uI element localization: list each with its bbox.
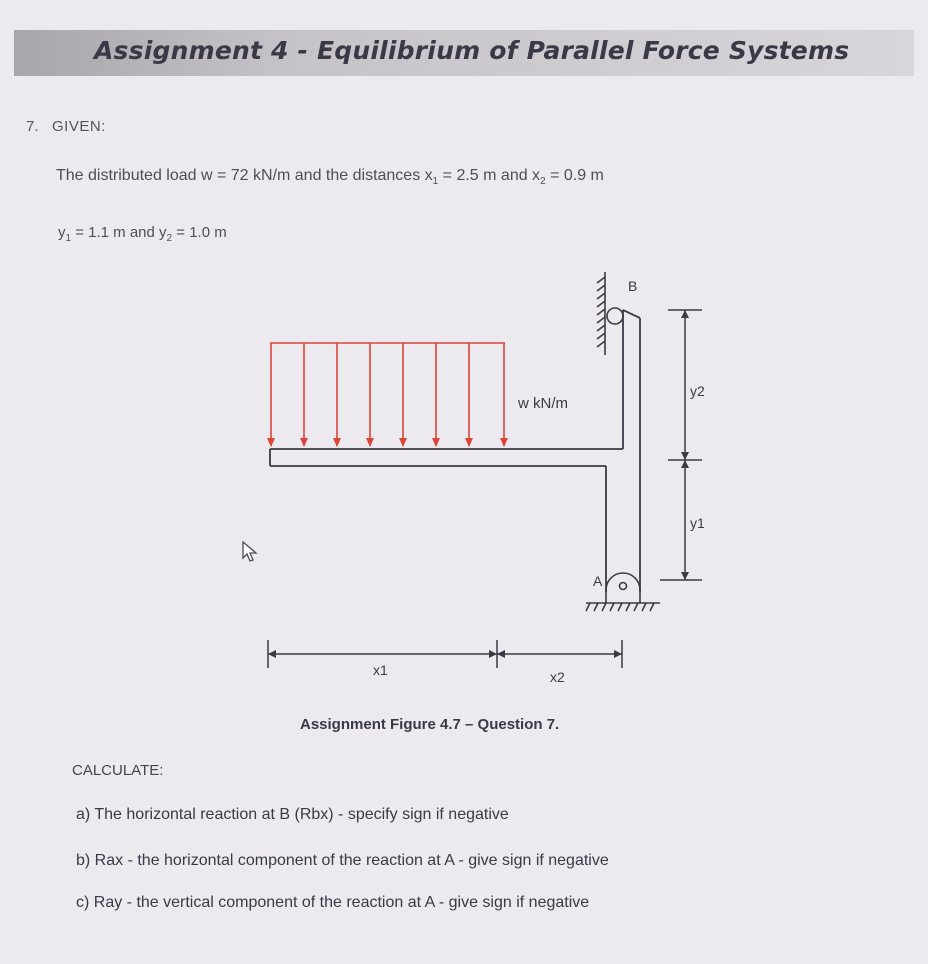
figure-caption: Assignment Figure 4.7 – Question 7. bbox=[300, 716, 560, 733]
label-x1: x1 bbox=[373, 662, 388, 678]
y2-subscript: 2 bbox=[166, 233, 173, 244]
distributed-load bbox=[267, 343, 508, 447]
given-label: GIVEN: bbox=[52, 118, 106, 135]
given-y1-symbol: y bbox=[58, 224, 66, 241]
calculate-heading: CALCULATE: bbox=[72, 762, 164, 779]
question-item-b: b) Rax - the horizontal component of the reaction at A - give sign if negative bbox=[76, 852, 609, 869]
question-item-c: c) Ray - the vertical component of the reaction at A - give sign if negative bbox=[76, 894, 590, 911]
y1-subscript: 1 bbox=[65, 233, 72, 244]
given-text-4: = 1.1 m and y bbox=[71, 224, 167, 241]
pin-a-hole bbox=[620, 583, 627, 590]
given-text-3: = 0.9 m bbox=[545, 167, 604, 184]
given-text-1: The distributed load w = 72 kN/m and the distances x bbox=[56, 167, 433, 184]
wall-b-hatching bbox=[597, 277, 605, 347]
roller-b bbox=[607, 308, 623, 324]
mouse-pointer-icon bbox=[241, 540, 259, 564]
x2-subscript: 2 bbox=[540, 176, 546, 188]
pin-a bbox=[606, 573, 640, 603]
given-text-2: = 2.5 m and x bbox=[438, 167, 541, 184]
label-x2: x2 bbox=[550, 669, 565, 685]
label-y1: y1 bbox=[690, 515, 705, 531]
load-label: w kN/m bbox=[518, 395, 568, 412]
column-top bbox=[623, 310, 640, 318]
given-text-5: = 1.0 m bbox=[172, 224, 227, 241]
support-b bbox=[597, 272, 623, 355]
structure bbox=[270, 310, 640, 592]
load-arrows bbox=[267, 343, 508, 447]
horizontal-dimensions bbox=[268, 640, 622, 668]
label-a: A bbox=[593, 573, 603, 589]
page-title: Assignment 4 - Equilibrium of Parallel Force Systems bbox=[94, 36, 850, 65]
label-b: B bbox=[628, 278, 638, 294]
vertical-dimensions bbox=[660, 310, 702, 580]
question-number: 7. bbox=[26, 118, 39, 135]
question-item-a: a) The horizontal reaction at B (Rbx) - specify sign if negative bbox=[76, 806, 509, 823]
x1-subscript: 1 bbox=[432, 176, 439, 188]
ground-a-hatching bbox=[586, 603, 654, 611]
label-y2: y2 bbox=[690, 383, 705, 399]
